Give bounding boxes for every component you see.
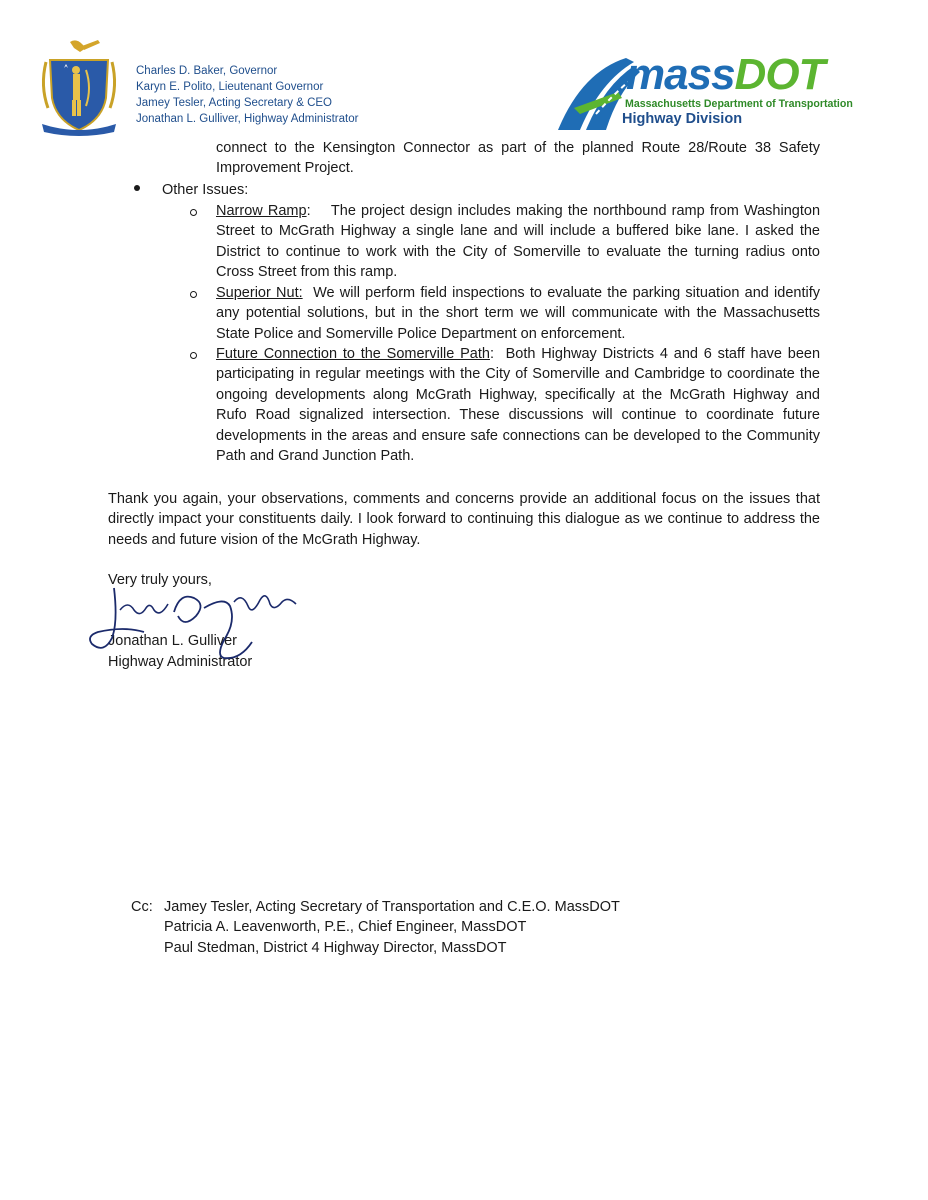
subitem-title: Superior Nut: bbox=[216, 285, 303, 301]
massdot-wordmark bbox=[626, 50, 824, 100]
cc-recipient: Paul Stedman, District 4 Highway Director, MassDOT bbox=[164, 939, 507, 956]
subitem-narrow-ramp bbox=[190, 201, 820, 283]
subitem-superior-nut bbox=[190, 283, 820, 344]
official-governor: Charles D. Baker, Governor bbox=[136, 65, 278, 77]
official-secretary: Jamey Tesler, Acting Secretary & CEO bbox=[136, 97, 333, 109]
subitem-text: Both Highway Districts 4 and 6 staff have been participating in regular meetings with the City of Somerville and Cambridge to coordinate the ongoing developments along McGrath Highway, specifically at the McGrath Highway and Rufo Road signalized intersection. These discussions will continue to coordinate future developments in the areas and ensure safe connections can be developed to the Community Path and Grand Junction Path. bbox=[216, 346, 821, 465]
subitem-text: The project design includes making the northbound ramp from Washington Street to McGrath Highway a single lane and will include a buffered bike lane. I asked the District to continue to work with the City of Somerville to evaluate the turning radius onto Cross Street from this ramp. bbox=[216, 203, 821, 281]
circle-bullet-icon bbox=[190, 209, 197, 216]
bullet-label: Other Issues: bbox=[162, 182, 249, 198]
cc-recipient: Patricia A. Leavenworth, P.E., Chief Engineer, MassDOT bbox=[164, 919, 527, 936]
cc-label: Cc: bbox=[131, 899, 153, 915]
closing-paragraph: Thank you again, your observations, comments and concerns provide an additional focus on the issues that directly impact your constituents daily. I look forward to continuing this dialogue as we continue to address the needs and future vision of the McGrath Highway. bbox=[108, 491, 820, 548]
circle-bullet-icon bbox=[190, 291, 197, 298]
continued-paragraph: connect to the Kensington Connector as part of the planned Route 28/Route 38 Safety Improvement Project. bbox=[216, 140, 820, 177]
circle-bullet-icon bbox=[190, 352, 197, 359]
valediction: Very truly yours, bbox=[108, 572, 212, 588]
official-lt-governor: Karyn E. Polito, Lieutenant Governor bbox=[136, 81, 324, 93]
subitem-title: Future Connection to the Somerville Path bbox=[216, 346, 490, 362]
official-administrator: Jonathan L. Gulliver, Highway Administrator bbox=[136, 113, 359, 125]
commonwealth-seal-icon bbox=[36, 36, 122, 136]
bullet-icon bbox=[134, 185, 140, 191]
handwritten-signature-icon bbox=[84, 582, 304, 666]
cc-recipient: Jamey Tesler, Acting Secretary of Transportation and C.E.O. MassDOT bbox=[164, 899, 620, 915]
cc-block bbox=[131, 897, 731, 958]
logo-word-main: mass bbox=[626, 50, 735, 99]
officials-list bbox=[136, 63, 436, 127]
logo-word-accent: DOT bbox=[734, 50, 825, 99]
subitem-future-connection bbox=[190, 344, 820, 466]
subitem-text: We will perform field inspections to evaluate the parking situation and identify any potential solutions, but in the short term we will communicate with the Massachusetts State Police and Somerville Police Department on enforcement. bbox=[216, 285, 820, 342]
subitem-sep: : bbox=[306, 203, 311, 219]
signer-title: Highway Administrator bbox=[108, 653, 253, 670]
subitem-title: Narrow Ramp bbox=[216, 203, 307, 219]
signer-name: Jonathan L. Gulliver bbox=[108, 633, 237, 650]
subitem-sep: : bbox=[489, 346, 494, 362]
bullet-other-issues bbox=[134, 180, 248, 200]
logo-subtitle: Massachusetts Department of Transportation bbox=[625, 98, 853, 110]
logo-division: Highway Division bbox=[622, 111, 743, 127]
